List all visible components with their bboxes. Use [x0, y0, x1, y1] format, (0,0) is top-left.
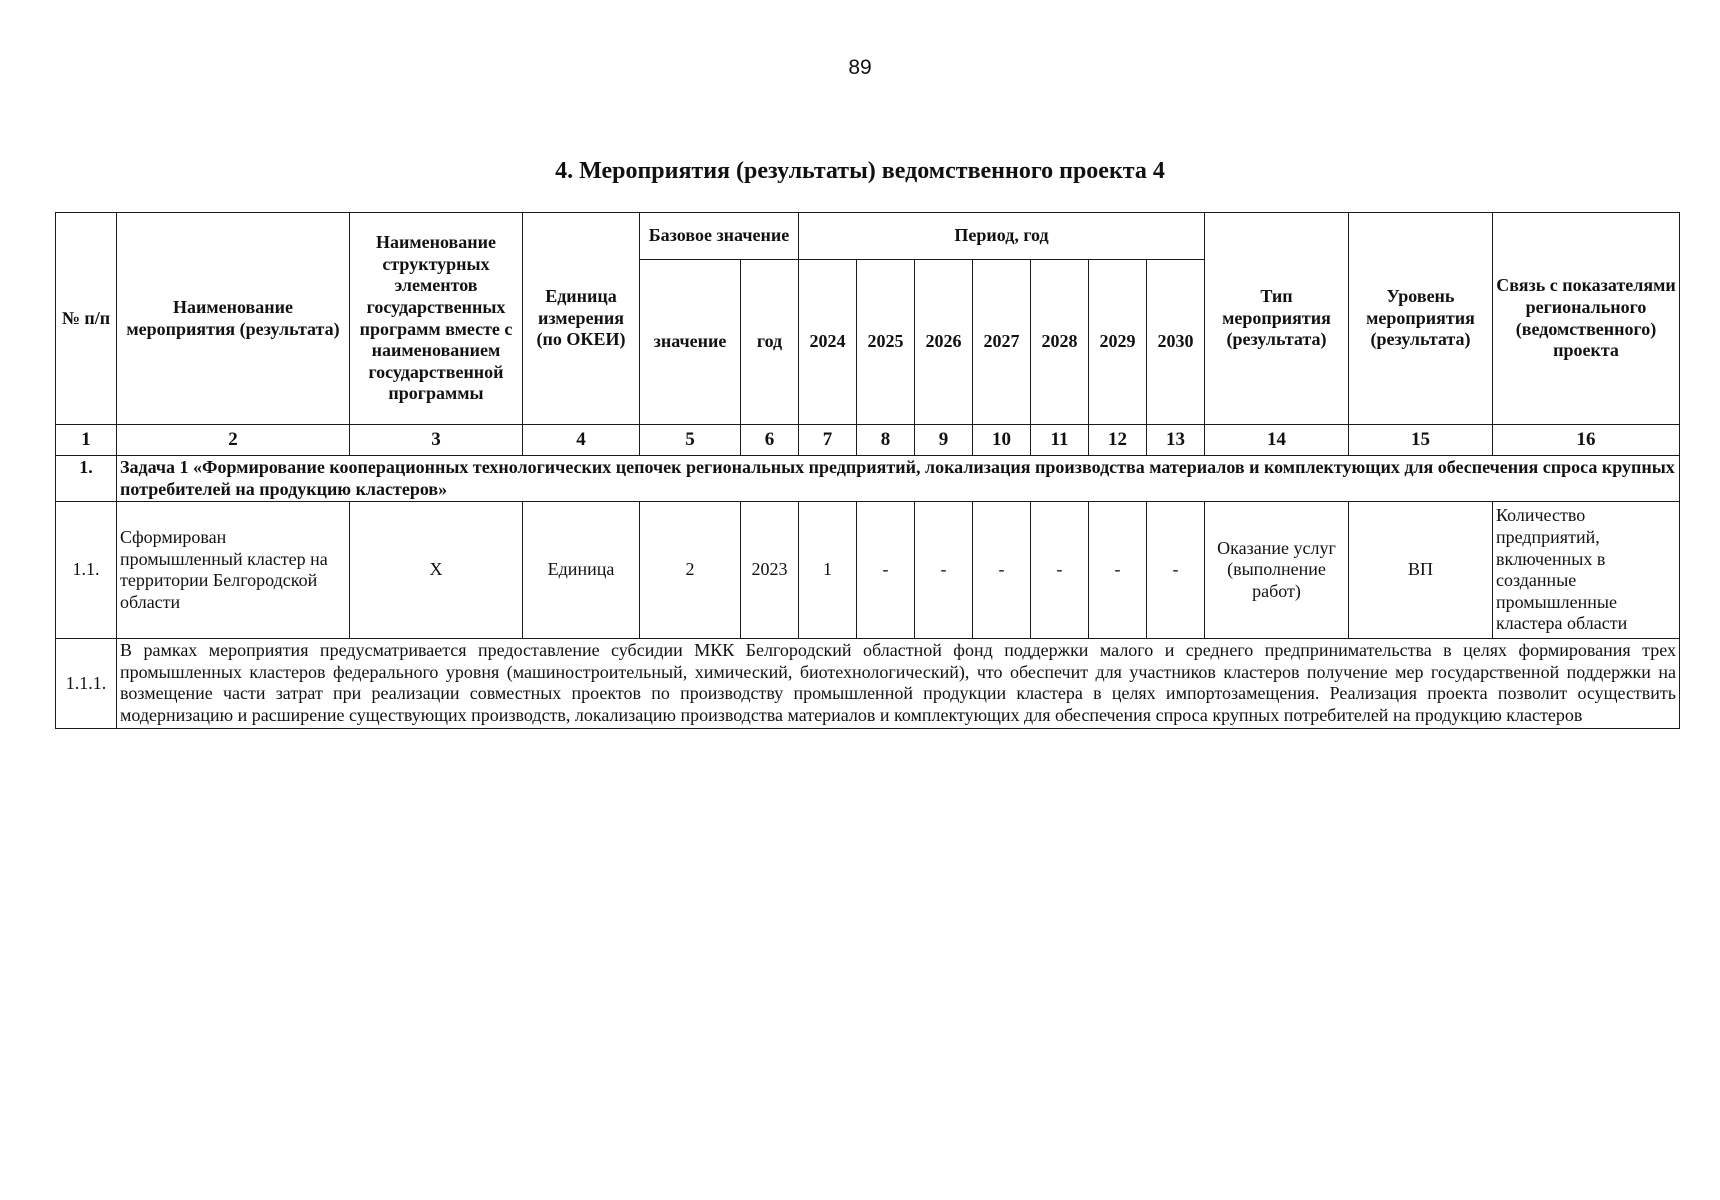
row-year-value: 1: [799, 502, 857, 639]
header-year: 2025: [857, 260, 915, 425]
task-text: Задача 1 «Формирование кооперационных технологических цепочек региональных предприятий, локализация производства материалов и комплектующих для обеспечения спроса крупных потребителей на продукцию кластеров»: [117, 456, 1680, 502]
header-base-year: год: [741, 260, 799, 425]
description-number: 1.1.1.: [56, 639, 117, 728]
row-year-value: -: [915, 502, 973, 639]
row-level: ВП: [1349, 502, 1493, 639]
header-unit: Единица измерения (по ОКЕИ): [523, 213, 640, 425]
table-row: [56, 502, 1680, 639]
column-number: 13: [1147, 425, 1205, 456]
header-link: Связь с показателями регионального (ведомственного) проекта: [1493, 213, 1680, 425]
row-name: Сформирован промышленный кластер на территории Белгородской области: [117, 502, 350, 639]
row-base-value: 2: [640, 502, 741, 639]
column-number: 8: [857, 425, 915, 456]
column-number: 16: [1493, 425, 1680, 456]
header-year: 2028: [1031, 260, 1089, 425]
row-year-value: -: [1031, 502, 1089, 639]
column-numbers-row: [56, 425, 1680, 456]
row-unit: Единица: [523, 502, 640, 639]
column-number: 12: [1089, 425, 1147, 456]
column-number: 2: [117, 425, 350, 456]
header-type: Тип мероприятия (результата): [1205, 213, 1349, 425]
header-struct: Наименование структурных элементов государственных программ вместе с наименованием государственной программы: [350, 213, 523, 425]
row-base-year: 2023: [741, 502, 799, 639]
column-number: 9: [915, 425, 973, 456]
row-year-value: -: [973, 502, 1031, 639]
column-number: 11: [1031, 425, 1089, 456]
page-title: 4. Мероприятия (результаты) ведомственного проекта 4: [555, 158, 1165, 184]
column-number: 6: [741, 425, 799, 456]
description-row: [56, 639, 1680, 728]
row-link: Количество предприятий, включенных в созданные промышленные кластера области: [1493, 502, 1680, 639]
header-year: 2027: [973, 260, 1031, 425]
row-struct: Х: [350, 502, 523, 639]
column-number: 3: [350, 425, 523, 456]
header-year: 2026: [915, 260, 973, 425]
column-number: 5: [640, 425, 741, 456]
row-number: 1.1.: [56, 502, 117, 639]
column-number: 10: [973, 425, 1031, 456]
header-num: № п/п: [56, 213, 117, 425]
measures-table: [55, 212, 1680, 729]
task-row: [56, 456, 1680, 502]
row-type: Оказание услуг (выполнение работ): [1205, 502, 1349, 639]
header-period: Период, год: [799, 213, 1205, 260]
row-year-value: -: [1089, 502, 1147, 639]
column-number: 4: [523, 425, 640, 456]
description-text: В рамках мероприятия предусматривается предоставление субсидии МКК Белгородский областной фонд поддержки малого и среднего предпринимательства в целях формирования трех промышленных кластеров федерального уровня (машиностроительный, химический, биотехнологический), что обеспечит для участников кластеров получение мер государственной поддержки на возмещение части затрат при реализации совместных проектов по производству промышленной продукции кластера в целях импортозамещения. Реализация проекта позволит осуществить модернизацию и расширение существующих производств, локализацию производства материалов и комплектующих для обеспечения спроса крупных потребителей на продукцию кластеров: [117, 639, 1680, 728]
row-year-value: -: [1147, 502, 1205, 639]
task-number: 1.: [56, 456, 117, 502]
header-name: Наименование мероприятия (результата): [117, 213, 350, 425]
page-number: 89: [848, 56, 872, 79]
row-year-value: -: [857, 502, 915, 639]
header-year: 2029: [1089, 260, 1147, 425]
column-number: 15: [1349, 425, 1493, 456]
header-year: 2024: [799, 260, 857, 425]
column-number: 14: [1205, 425, 1349, 456]
column-number: 7: [799, 425, 857, 456]
header-year: 2030: [1147, 260, 1205, 425]
header-level: Уровень мероприятия (результата): [1349, 213, 1493, 425]
header-base-value: значение: [640, 260, 741, 425]
header-base: Базовое значение: [640, 213, 799, 260]
column-number: 1: [56, 425, 117, 456]
